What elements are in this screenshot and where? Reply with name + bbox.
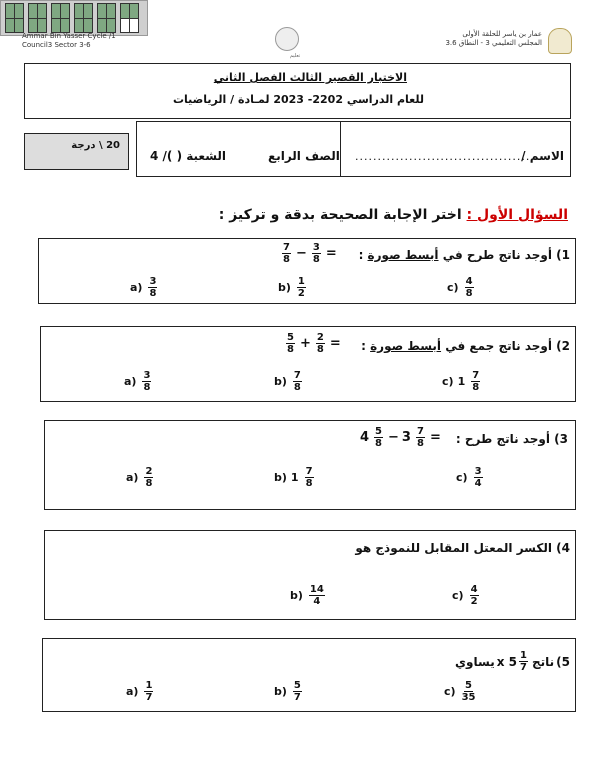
model-cell — [130, 19, 138, 33]
numerator: 5 — [375, 426, 383, 437]
expr-fraction — [519, 650, 528, 673]
question-1-number: 1) — [556, 248, 570, 262]
operator: − — [295, 246, 307, 261]
numerator: 3 — [474, 466, 482, 477]
model-cell — [75, 4, 83, 18]
denominator: 2 — [470, 596, 478, 607]
numerator: 5 — [287, 332, 294, 343]
option-label: b) — [274, 471, 287, 484]
model-cell — [52, 4, 60, 18]
model-cell — [121, 4, 129, 18]
denominator: 2 — [297, 288, 305, 299]
option-b[interactable] — [274, 680, 304, 703]
option-label: b) — [274, 375, 287, 388]
question-5-number: 5) — [556, 654, 570, 669]
numerator: 3 — [312, 242, 320, 253]
option-fraction — [293, 680, 302, 703]
ministry-logo-icon — [275, 27, 299, 51]
name-field[interactable]: ........................................ — [355, 150, 535, 163]
model-cell — [107, 4, 115, 18]
model-cell — [107, 19, 115, 33]
model-cell — [6, 4, 14, 18]
whole-number: 1 — [290, 471, 299, 484]
denominator: 8 — [416, 438, 424, 449]
option-label: a) — [126, 471, 139, 484]
option-a[interactable] — [130, 276, 159, 299]
numerator: 5 — [465, 680, 472, 691]
question-4-number: 4) — [556, 541, 570, 555]
class-label: الصف الرابع — [268, 149, 340, 163]
option-fraction — [293, 370, 302, 393]
model-cell — [98, 4, 106, 18]
option-fraction — [297, 276, 306, 299]
option-label: c) — [456, 471, 468, 484]
question-5-text-b: يساوي — [455, 654, 495, 669]
exam-title: الاختبار القصير الثالث الفصل الثاني — [213, 71, 407, 84]
info-divider — [340, 121, 341, 177]
option-a[interactable] — [124, 370, 153, 393]
model-cell — [121, 19, 129, 33]
model-cell — [130, 4, 138, 18]
model-block — [120, 3, 139, 33]
option-label: c) — [447, 281, 459, 294]
expr-fraction — [316, 332, 325, 355]
option-label: b) — [290, 589, 303, 602]
question-3-text-a: أوجد ناتج طرح — [464, 432, 550, 446]
operator: − — [388, 430, 399, 445]
logo-text: تعليم — [289, 53, 301, 59]
section-label: الشعبة ( )/ 4 — [150, 149, 227, 163]
option-c[interactable] — [442, 370, 482, 393]
denominator: 4 — [474, 478, 482, 489]
option-c[interactable] — [452, 584, 481, 607]
grade-box — [24, 133, 129, 170]
option-a[interactable] — [126, 466, 155, 489]
whole-number: 1 — [457, 375, 466, 388]
option-c[interactable] — [456, 466, 485, 489]
option-fraction — [465, 276, 474, 299]
numerator: 1 — [145, 680, 153, 691]
question-2-text-u: أبسط صورة — [370, 339, 442, 353]
option-fraction — [144, 466, 153, 489]
model-block — [51, 3, 70, 33]
option-fraction — [462, 680, 476, 703]
question-1-expression — [280, 242, 337, 265]
model-block — [97, 3, 116, 33]
numerator: 3 — [149, 276, 157, 287]
model-block — [5, 3, 24, 33]
model-cell — [15, 19, 23, 33]
denominator: 8 — [145, 478, 153, 489]
denominator: 4 — [313, 596, 321, 607]
question-3-number: 3) — [554, 432, 568, 446]
model-cell — [6, 19, 14, 33]
numerator: 7 — [305, 466, 313, 477]
model-cell — [38, 4, 46, 18]
denominator: 8 — [305, 478, 313, 489]
denominator: 8 — [316, 344, 324, 355]
option-b[interactable] — [274, 370, 304, 393]
whole-number: 4 — [360, 430, 370, 445]
question-1-text-a: أوجد ناتج طرح في — [438, 248, 552, 262]
question-2-text-b: : — [361, 339, 371, 353]
model-cell — [15, 4, 23, 18]
section-instruction: اختر الإجابة الصحيحة بدقة و تركيز : — [218, 207, 467, 223]
model-cell — [52, 19, 60, 33]
denominator: 8 — [293, 382, 301, 393]
denominator: 8 — [143, 382, 151, 393]
section-prefix: السؤال الأول : — [466, 207, 568, 223]
section-heading — [219, 207, 568, 223]
denominator: 8 — [472, 382, 480, 393]
equals-sign: = — [429, 430, 441, 445]
denominator: 7 — [145, 692, 153, 703]
numerator: 2 — [145, 466, 153, 477]
option-c[interactable] — [444, 680, 477, 703]
option-fraction — [309, 584, 325, 607]
expr-fraction — [374, 426, 383, 449]
option-label: c) — [444, 685, 456, 698]
option-label: c) — [452, 589, 464, 602]
denominator: 8 — [287, 344, 294, 355]
question-5-text — [455, 650, 570, 673]
equals-sign: = — [325, 246, 337, 261]
option-fraction — [142, 370, 151, 393]
model-cell — [61, 4, 69, 18]
option-fraction — [144, 680, 153, 703]
denominator: 7 — [293, 692, 301, 703]
option-label: c) — [442, 375, 454, 388]
option-fraction — [305, 466, 314, 489]
emblem-icon — [548, 28, 572, 54]
whole-number: 3 — [401, 430, 411, 445]
question-1-text — [359, 248, 570, 262]
numerator: 1 — [520, 650, 527, 661]
numerator: 7 — [472, 370, 480, 381]
question-5-text-a: ناتج — [531, 654, 555, 669]
option-b[interactable] — [278, 276, 308, 299]
option-label: b) — [278, 281, 291, 294]
option-b[interactable] — [290, 584, 327, 607]
denominator: 8 — [465, 288, 473, 299]
model-block — [28, 3, 47, 33]
numerator: 7 — [416, 426, 424, 437]
option-c[interactable] — [447, 276, 476, 299]
model-cell — [84, 19, 92, 33]
option-fraction — [148, 276, 157, 299]
equals-sign: = — [329, 336, 341, 351]
question-5-expression — [497, 650, 530, 673]
school-ar-line-1: عمار بن ياسر للحلقة الأولى — [462, 30, 542, 38]
option-fraction — [474, 466, 483, 489]
option-label: a) — [124, 375, 137, 388]
question-4-text-a: الكسر المعتل المقابل للنموذج هو — [355, 541, 552, 555]
grade-text: 20 \ درجة — [71, 140, 120, 151]
option-fraction — [471, 370, 480, 393]
model-cell — [29, 19, 37, 33]
denominator: 8 — [375, 438, 383, 449]
numerator: 14 — [309, 584, 324, 595]
name-label: الاسم / — [521, 149, 564, 163]
expr-fraction — [416, 426, 425, 449]
question-2-text-a: أوجد ناتج جمع في — [441, 339, 552, 353]
question-3-text-b: : — [455, 432, 465, 446]
numerator: 1 — [297, 276, 305, 287]
denominator: 8 — [283, 254, 290, 265]
question-1-text-b: : — [358, 248, 368, 262]
option-b[interactable] — [274, 466, 316, 489]
question-2-text — [361, 339, 570, 353]
option-fraction — [470, 584, 479, 607]
expr-fraction — [286, 332, 295, 355]
numerator: 5 — [293, 680, 301, 691]
model-cell — [29, 4, 37, 18]
exam-year-subject: للعام الدراسي 2202- 2023 لمـادة / الرياضيات — [172, 93, 424, 106]
model-cell — [98, 19, 106, 33]
question-2-expression — [284, 332, 341, 355]
numerator: 7 — [283, 242, 290, 253]
question-1-text-u: أبسط صورة — [367, 248, 439, 262]
question-3-expression — [360, 426, 441, 449]
denominator: 8 — [312, 254, 320, 265]
model-cell — [38, 19, 46, 33]
school-name-arabic — [445, 30, 542, 48]
numerator: 2 — [316, 332, 324, 343]
question-4-text — [355, 541, 570, 555]
school-line-2: Council3 Sector 3-6 — [22, 41, 91, 49]
denominator: 35 — [461, 692, 476, 703]
denominator: 7 — [520, 662, 527, 673]
model-cell — [75, 19, 83, 33]
option-label: b) — [274, 685, 287, 698]
numerator: 4 — [470, 584, 478, 595]
model-cell — [84, 4, 92, 18]
model-cell — [61, 19, 69, 33]
multiplier: x 5 — [496, 654, 518, 669]
school-line-1: Ammar Bin Yasser Cycle /1 — [22, 32, 116, 40]
fraction-model — [0, 0, 148, 36]
expr-fraction — [312, 242, 321, 265]
school-name-english — [22, 32, 116, 50]
question-3-text — [456, 432, 568, 446]
option-a[interactable] — [126, 680, 155, 703]
numerator: 7 — [293, 370, 301, 381]
numerator: 3 — [143, 370, 151, 381]
numerator: 4 — [465, 276, 473, 287]
model-block — [74, 3, 93, 33]
denominator: 8 — [149, 288, 157, 299]
operator: + — [299, 336, 311, 351]
question-2-number: 2) — [556, 339, 570, 353]
expr-fraction — [282, 242, 291, 265]
option-label: a) — [130, 281, 143, 294]
option-label: a) — [126, 685, 139, 698]
school-ar-line-2: المجلس التعليمي 3 - النطاق 3.6 — [445, 39, 542, 47]
